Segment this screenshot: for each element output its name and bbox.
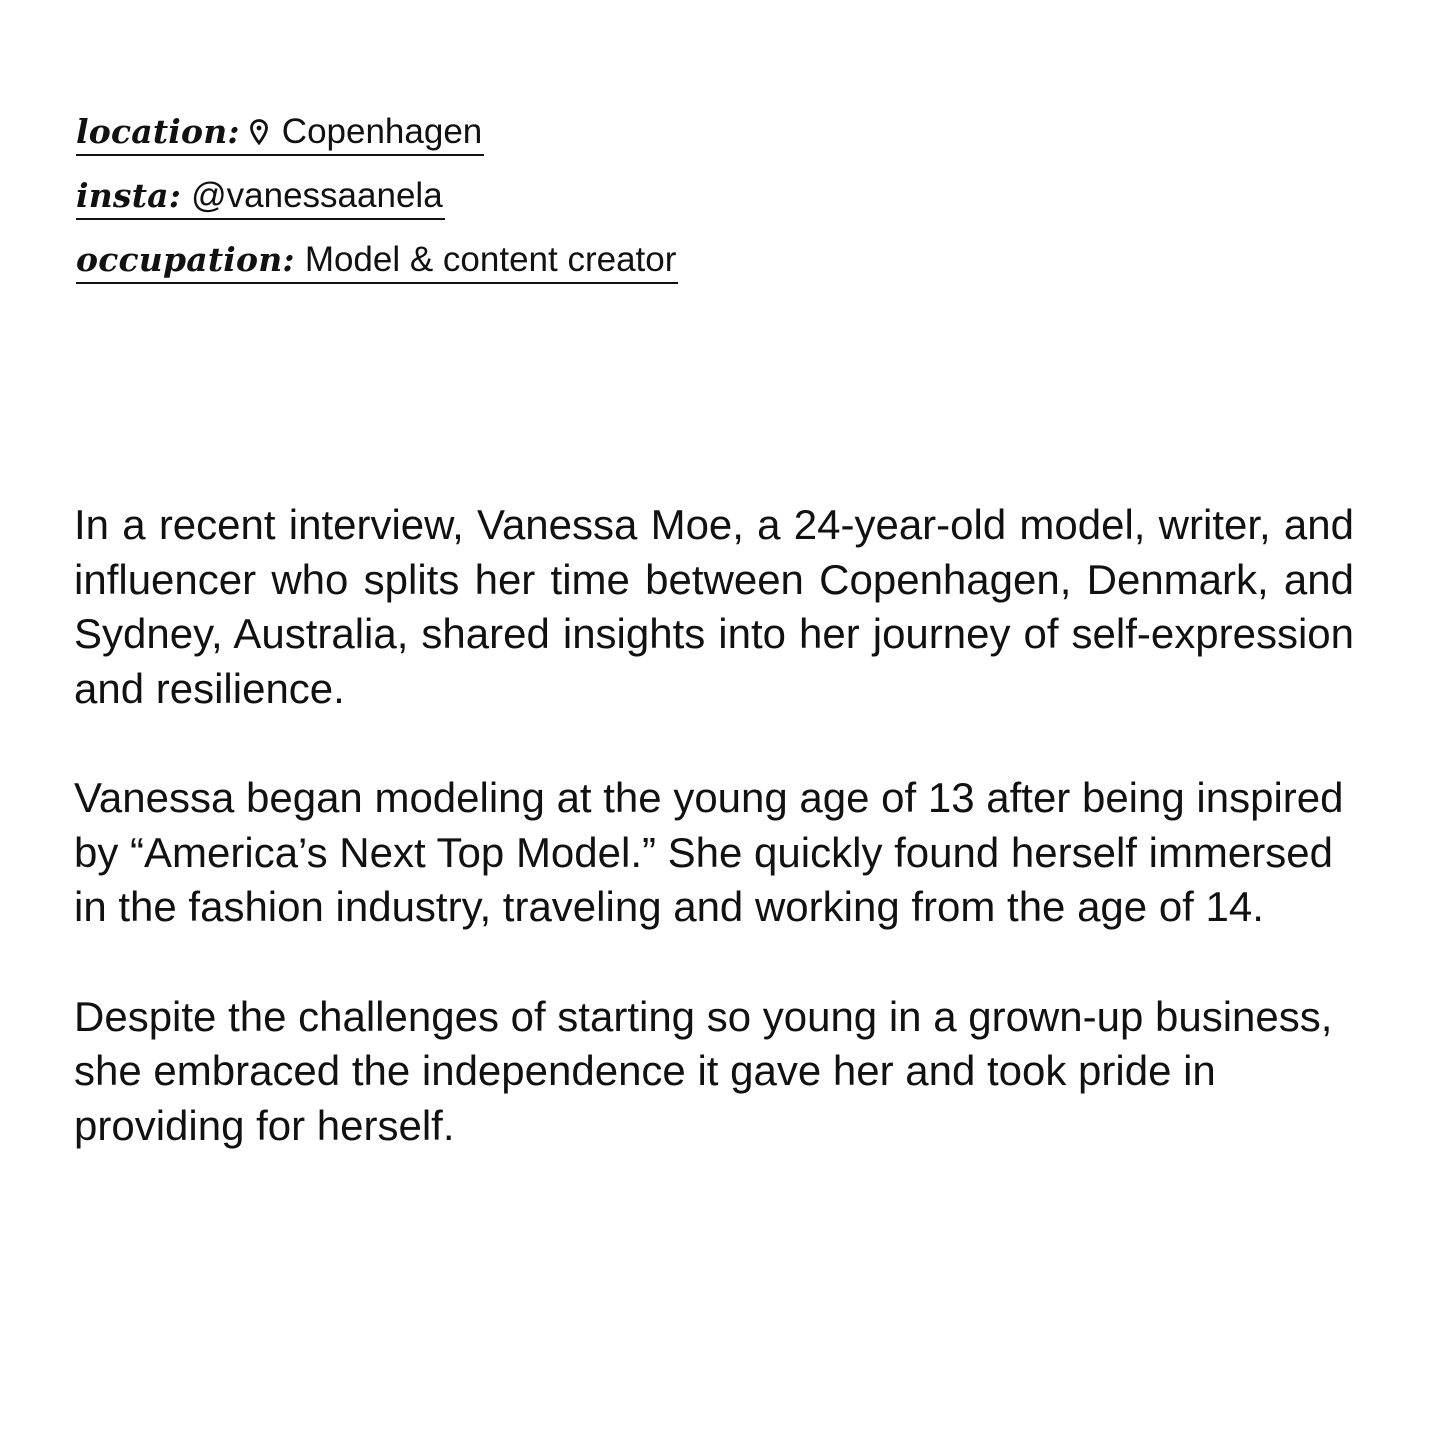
profile-details [76, 112, 836, 304]
insta-row-wrapper [76, 176, 836, 240]
location-row-wrapper [76, 112, 836, 176]
location-label: location: [76, 112, 240, 151]
occupation-value: Model & content creator [304, 240, 677, 279]
location-value: Copenhagen [281, 112, 483, 151]
article-paragraph-2: Vanessa began modeling at the young age of 13 after being inspired by “America’s Next Top Model.” She quickly found herself immersed in the fashion industry, traveling and working from the age of 14. [74, 774, 1344, 930]
occupation-label: occupation: [76, 240, 295, 279]
article-body [74, 498, 1354, 1208]
occupation-row-wrapper [76, 240, 836, 304]
location-pin-icon [250, 119, 268, 145]
article-paragraph-1: In a recent interview, Vanessa Moe, a 24-year-old model, writer, and influencer who splits her time between Copenhagen, Denmark, and Sydney, Australia, shared insights into her journey of self-expression and resilience. [74, 501, 1354, 712]
instagram-handle-link[interactable]: @vanessaanela [191, 176, 443, 215]
location-row [76, 112, 484, 156]
insta-label: insta: [76, 176, 182, 215]
article-paragraph-3: Despite the challenges of starting so young in a grown-up business, she embraced the independence it gave her and took pride in providing for herself. [74, 992, 1333, 1149]
occupation-row [76, 240, 678, 284]
insta-row [76, 176, 445, 220]
